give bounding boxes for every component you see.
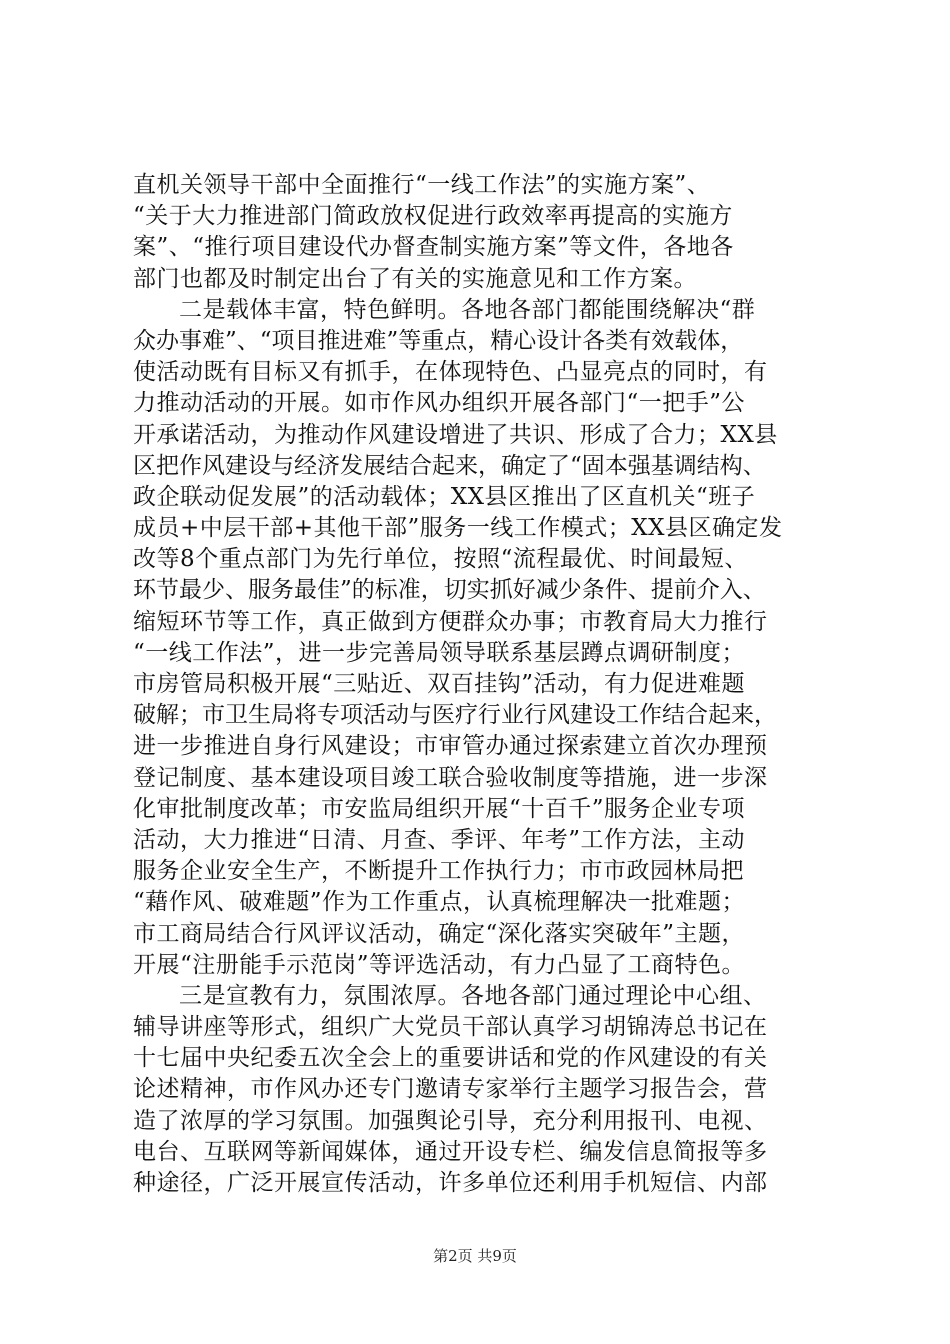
text-line: 开展“注册能手示范岗”等评选活动，有力凸显了工商特色。	[133, 951, 746, 978]
paragraph-start-line: 二是载体丰富，特色鲜明。各地各部门都能围绕解决“群	[179, 296, 756, 323]
text-line: 直机关领导干部中全面推行“一线工作法”的实施方案”、	[133, 172, 711, 198]
text-line: “藉作风、破难题”作为工作重点，认真梳理解决一批难题；	[133, 889, 746, 916]
page-number-footer: 第2页 共9页	[433, 1247, 517, 1265]
text-line: 种途径，广泛开展宣传活动，许多单位还利用手机短信、内部	[133, 1170, 768, 1196]
text-line: 使活动既有目标又有抓手，在体现特色、凸显亮点的同时，有	[133, 359, 768, 386]
text-line: 市工商局结合行风评议活动，确定“深化落实突破年”主题，	[133, 920, 746, 947]
text-line: 活动，大力推进“日清、月查、季评、年考”工作方法，主动	[133, 826, 746, 853]
text-line: 电台、互联网等新闻媒体，通过开设专栏、编发信息简报等多	[133, 1138, 768, 1165]
text-line: 部门也都及时制定出台了有关的实施意见和工作方案。	[133, 265, 697, 292]
text-line: 论述精神，市作风办还专门邀请专家举行主题学习报告会，营	[133, 1076, 768, 1103]
paragraph-start-line: 三是宣教有力，氛围浓厚。各地各部门通过理论中心组、	[179, 982, 767, 1009]
text-line: 力推动活动的开展。如市作风办组织开展各部门“一把手”公	[133, 390, 746, 417]
text-line: 成员+中层干部+其他干部”服务一线工作模式；XX县区确定发	[133, 515, 783, 542]
text-line: 造了浓厚的学习氛围。加强舆论引导，充分利用报刊、电视、	[133, 1107, 768, 1134]
text-line: 市房管局积极开展“三贴近、双百挂钩”活动，有力促进难题	[133, 671, 746, 697]
text-line: 区把作风建设与经济发展结合起来，确定了“固本强基调结构、	[133, 452, 766, 479]
text-line: 登记制度、基本建设项目竣工联合验收制度等措施，进一步深	[133, 764, 768, 791]
body-text	[133, 170, 833, 1199]
text-line: 辅导讲座等形式，组织广大党员干部认真学习胡锦涛总书记在	[133, 1014, 768, 1041]
text-line: 改等8个重点部门为先行单位，按照“流程最优、时间最短、	[133, 546, 748, 573]
text-line: 十七届中央纪委五次全会上的重要讲话和党的作风建设的有关	[133, 1045, 768, 1072]
text-line: 服务企业安全生产，不断提升工作执行力；市市政园林局把	[133, 858, 744, 885]
text-line: 政企联动促发展”的活动载体；XX县区推出了区直机关“班子	[133, 483, 756, 510]
text-line: 开承诺活动，为推动作风建设增进了共识、形成了合力；XX县	[133, 421, 778, 448]
text-line: 案”、“推行项目建设代办督查制实施方案”等文件，各地各	[133, 234, 734, 261]
text-line: 进一步推进自身行风建设；市审管办通过探索建立首次办理预	[133, 733, 768, 760]
text-line: “关于大力推进部门简政放权促进行政效率再提高的实施方	[133, 203, 733, 230]
text-line: 破解；市卫生局将专项活动与医疗行业行风建设工作结合起来，	[133, 702, 777, 729]
text-line: 缩短环节等工作，真正做到方便群众办事；市教育局大力推行	[133, 608, 768, 635]
text-line: “一线工作法”，进一步完善局领导联系基层蹲点调研制度；	[133, 639, 746, 666]
text-line: 众办事难”、“项目推进难”等重点，精心设计各类有效载体，	[133, 327, 744, 354]
text-line: 化审批制度改革；市安监局组织开展“十百千”服务企业专项	[133, 795, 746, 822]
text-line: 环节最少、服务最佳”的标准，切实抓好减少条件、提前介入、	[133, 577, 766, 604]
